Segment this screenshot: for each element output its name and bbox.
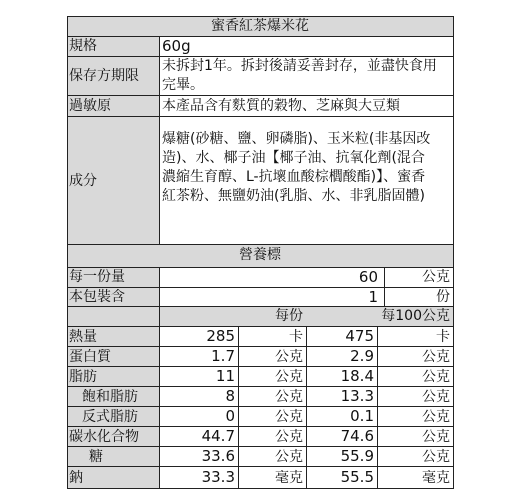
nutrient-unit-2: 公克 <box>422 429 450 445</box>
nutrient-per-100g: 475 <box>345 327 374 345</box>
nutrient-unit-1: 公克 <box>275 449 303 465</box>
servings-per-pack-label: 本包裝含 <box>69 289 125 305</box>
nutrient-per-serving: 33.3 <box>201 468 235 486</box>
shelf-life-value: 未拆封1年。拆封後請妥善封存，並盡快食用完畢。 <box>162 58 437 93</box>
nutrient-unit-1: 公克 <box>275 389 303 405</box>
spec-value: 60g <box>162 37 191 55</box>
nutrient-unit-2: 公克 <box>422 369 450 385</box>
nutrient-unit-2: 卡 <box>436 329 450 345</box>
nutrient-per-100g: 18.4 <box>340 367 374 385</box>
allergen-value: 本產品含有麩質的穀物、芝麻與大豆類 <box>162 98 400 114</box>
servings-per-pack-value: 1 <box>368 288 378 306</box>
nutrient-unit-1: 公克 <box>275 409 303 425</box>
nutrient-unit-1: 公克 <box>275 369 303 385</box>
nutrient-label: 飽和脂肪 <box>82 389 138 405</box>
nutrient-label: 鈉 <box>69 470 83 486</box>
nutrient-label: 碳水化合物 <box>69 429 139 445</box>
nutrient-per-100g: 55.5 <box>340 468 374 486</box>
nutrient-unit-1: 公克 <box>275 349 303 365</box>
nutrient-per-100g: 74.6 <box>340 427 374 445</box>
nutrient-per-serving: 1.7 <box>211 347 235 365</box>
nutrient-unit-1: 卡 <box>289 329 303 345</box>
nutrition-heading: 營養標 <box>239 247 281 263</box>
nutrient-per-serving: 8 <box>225 387 235 405</box>
nutrient-label: 熱量 <box>69 329 97 345</box>
shelf-life-label: 保存方期限 <box>69 68 139 84</box>
product-title: 蜜香紅茶爆米花 <box>211 18 309 34</box>
allergen-label: 過敏原 <box>69 98 111 114</box>
nutrient-per-serving: 0 <box>225 407 235 425</box>
col-per-100g-header: 每100公克 <box>381 308 450 324</box>
nutrient-per-100g: 13.3 <box>340 387 374 405</box>
serving-size-value: 60 <box>358 268 378 286</box>
nutrient-per-serving: 285 <box>206 327 235 345</box>
ingredients-label: 成分 <box>69 173 97 189</box>
spec-label: 規格 <box>69 38 97 54</box>
nutrient-unit-2: 公克 <box>422 449 450 465</box>
nutrient-label: 蛋白質 <box>69 349 111 365</box>
nutrient-per-serving: 11 <box>215 367 235 385</box>
nutrient-unit-2: 公克 <box>422 409 450 425</box>
nutrient-unit-2: 毫克 <box>422 470 450 486</box>
ingredients-value: 爆糖(砂糖、鹽、卵磷脂)、玉米粒(非基因改造)、水、椰子油【椰子油、抗氧化劑(混合濃縮生育醇、L-抗壞血酸棕櫚酸酯)】、蜜香紅茶粉、無鹽奶油(乳脂、水、非乳脂固體) <box>162 131 431 204</box>
servings-per-pack-unit: 份 <box>436 289 450 305</box>
nutrient-label: 反式脂肪 <box>82 409 138 425</box>
serving-size-unit: 公克 <box>422 269 450 285</box>
nutrient-unit-1: 毫克 <box>275 470 303 486</box>
nutrient-label: 脂肪 <box>69 369 97 385</box>
nutrient-per-serving: 44.7 <box>201 427 235 445</box>
nutrient-per-100g: 0.1 <box>350 407 374 425</box>
serving-size-label: 每一份量 <box>69 269 125 285</box>
nutrient-per-100g: 55.9 <box>340 447 374 465</box>
nutrient-unit-2: 公克 <box>422 389 450 405</box>
nutrient-per-100g: 2.9 <box>350 347 374 365</box>
nutrient-per-serving: 33.6 <box>201 447 235 465</box>
nutrient-label: 糖 <box>89 449 103 465</box>
nutrient-unit-2: 公克 <box>422 349 450 365</box>
col-per-serving-header: 每份 <box>275 308 303 324</box>
nutrient-unit-1: 公克 <box>275 429 303 445</box>
